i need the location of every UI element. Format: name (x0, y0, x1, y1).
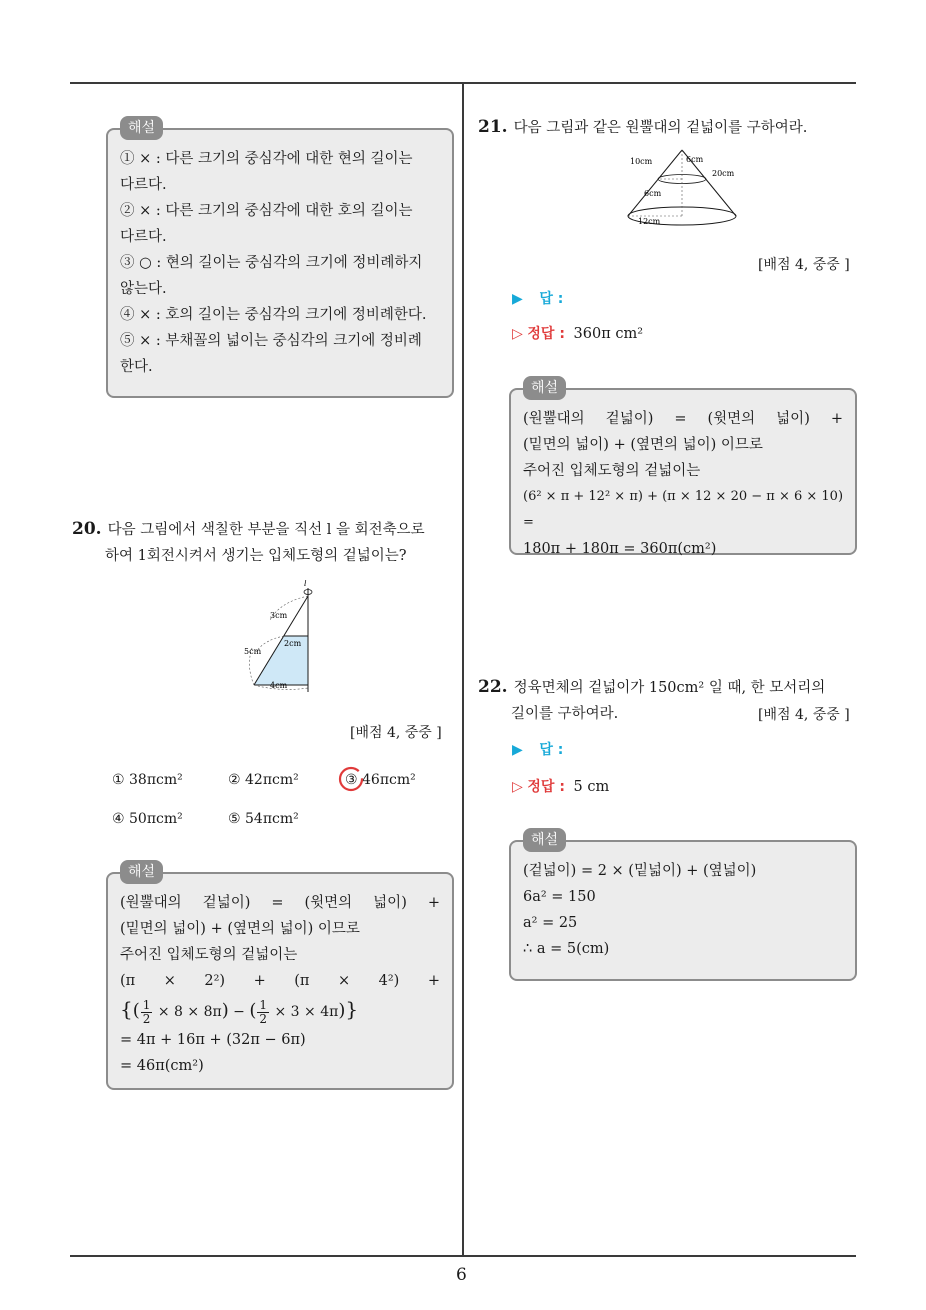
axis-label: l (304, 580, 307, 588)
correct-label: 정답 : (527, 326, 565, 342)
explain-tag: 해설 (523, 828, 566, 852)
explain-box-q22 (509, 832, 857, 981)
question-20 (72, 516, 452, 569)
question-21 (478, 114, 858, 141)
question-text: 다음 그림에서 색칠한 부분을 직선 l 을 회전축으로 (107, 522, 425, 538)
explain-line: (겉넓이) = 2 × (밑넓이) + (옆넓이) (523, 863, 757, 879)
label-4cm: 4cm (270, 681, 288, 690)
explain-line: = 4π + 16π + (32π − 6π) (120, 1032, 306, 1048)
label-5cm: 5cm (244, 647, 262, 656)
question-number: 20. (72, 519, 102, 539)
explain-box-q19 (106, 120, 454, 398)
question-text: 다음 그림과 같은 원뿔대의 겉넓이를 구하여라. (513, 120, 808, 136)
explain-line: 주어진 입체도형의 겉넓이는 (523, 463, 701, 479)
choice-1[interactable]: ① 38πcm² (112, 772, 183, 788)
choice-2[interactable]: ② 42πcm² (228, 772, 299, 788)
correct-row (512, 323, 643, 343)
label-2cm: 2cm (284, 639, 302, 648)
bottom-rule (70, 1255, 856, 1257)
explain-line: 주어진 입체도형의 겉넓이는 (120, 947, 298, 963)
explain-line: ④ × : 호의 길이는 중심각의 크기에 정비례한다. (120, 307, 427, 323)
page-number: 6 (456, 1265, 467, 1285)
column-divider (462, 84, 464, 1256)
explain-line: 다르다. (120, 177, 167, 193)
explain-box-q20 (106, 864, 454, 1090)
question-number: 21. (478, 117, 508, 137)
correct-row (512, 776, 609, 796)
answer-row[interactable] (512, 739, 563, 759)
triangle-outline-icon: ▷ (512, 326, 523, 342)
explain-line-fraction: {( $\frac{1}{2}$ × 8 × 8π) − ( $\frac{1}{2}$ × 3 × 4π)} (120, 997, 359, 1026)
explain-tag: 해설 (120, 116, 163, 140)
explain-line: = 46π(cm²) (120, 1058, 204, 1074)
question-number: 22. (478, 677, 508, 697)
explain-line: ∴ a = 5(cm) (523, 941, 610, 957)
correct-label: 정답 : (527, 779, 565, 795)
explain-line: ② × : 다른 크기의 중심각에 대한 호의 길이는 (120, 203, 413, 219)
explain-line: ⑤ × : 부채꼴의 넓이는 중심각의 크기에 정비례 (120, 333, 422, 349)
explain-line: 다르다. (120, 229, 167, 245)
explain-line: ① × : 다른 크기의 중심각에 대한 현의 길이는 (120, 151, 413, 167)
label-20cm: 20cm (712, 169, 735, 178)
answer-label: 답 : (539, 291, 564, 307)
explain-line: 않는다. (120, 281, 167, 297)
label-6cm: 6cm (644, 189, 662, 198)
question-meta: [배점 4, 중중 ] (758, 257, 850, 273)
explain-line: (원뿔대의 겉넓이) = (윗면의 넓이) + (523, 411, 843, 427)
question-meta: [배점 4, 중중 ] (350, 725, 442, 741)
choice-3[interactable]: ③ 46πcm² (345, 772, 416, 788)
figure-q21 (624, 146, 754, 232)
explain-line: (6² × π + 12² × π) + (π × 12 × 20 − π × 6 × 10) = (523, 489, 844, 530)
explain-tag: 해설 (523, 376, 566, 400)
play-triangle-icon: ▶ (512, 742, 523, 758)
explain-line: (밑면의 넓이) + (옆면의 넓이) 이므로 (120, 921, 360, 937)
label-6cm-top: 6cm (686, 155, 704, 164)
play-triangle-icon: ▶ (512, 291, 523, 307)
correct-value: 5 cm (573, 779, 610, 795)
explain-line: a² = 25 (523, 915, 578, 931)
correct-value: 360π cm² (573, 326, 644, 342)
label-3cm: 3cm (270, 611, 288, 620)
label-12cm: 12cm (638, 217, 661, 226)
question-text: 정육면체의 겉넓이가 150cm² 일 때, 한 모서리의 (513, 680, 826, 696)
question-text: 하여 1회전시켜서 생기는 입체도형의 겉넓이는? (105, 548, 407, 564)
answer-label: 답 : (539, 742, 564, 758)
figure-q20 (240, 580, 330, 695)
explain-line: 한다. (120, 359, 153, 375)
explain-line: (밑면의 넓이) + (옆면의 넓이) 이므로 (523, 437, 763, 453)
explain-line: ③ ○ : 현의 길이는 중심각의 크기에 정비례하지 (120, 255, 423, 271)
choice-5[interactable]: ⑤ 54πcm² (228, 811, 299, 827)
explain-box-q21 (509, 380, 857, 557)
choice-4[interactable]: ④ 50πcm² (112, 811, 183, 827)
triangle-outline-icon: ▷ (512, 779, 523, 795)
label-10cm: 10cm (630, 157, 653, 166)
question-text: 길이를 구하여라. (511, 706, 619, 722)
explain-line: 6a² = 150 (523, 889, 596, 905)
answer-row[interactable] (512, 288, 563, 308)
explain-line: (원뿔대의 겉넓이) = (윗면의 넓이) + (120, 895, 440, 911)
explain-line: 180π + 180π = 360π(cm²) (523, 541, 717, 557)
selected-answer-circle-icon (336, 764, 366, 794)
question-meta: [배점 4, 중중 ] (758, 707, 850, 723)
explain-tag: 해설 (120, 860, 163, 884)
explain-line: (π × 2²) + (π × 4²) + (120, 973, 440, 989)
